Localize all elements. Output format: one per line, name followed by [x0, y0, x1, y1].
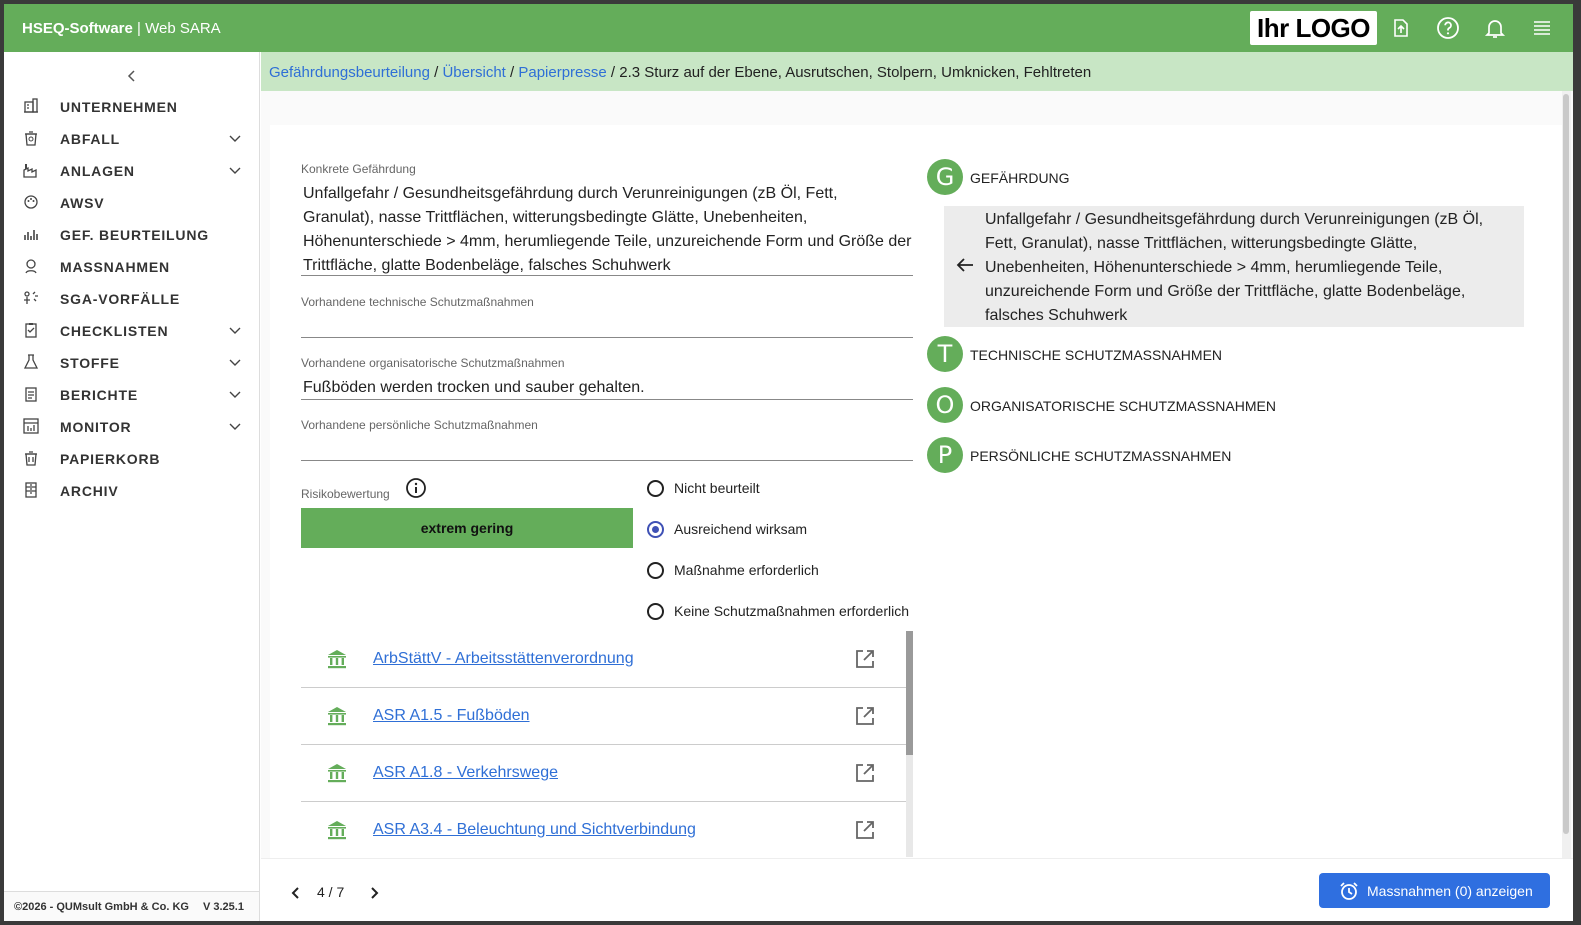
sidebar-item-label: MASSNAHMEN	[60, 259, 170, 275]
sidebar-item-awsv[interactable]	[4, 186, 259, 218]
organisatorische-title[interactable]: ORGANISATORISCHE SCHUTZMASSNAHMEN	[970, 398, 1276, 414]
regulation-scrollbar[interactable]	[906, 631, 913, 857]
technische-title[interactable]: TECHNISCHE SCHUTZMASSNAHMEN	[970, 347, 1223, 363]
g-badge: G	[927, 159, 963, 195]
chart-icon	[22, 225, 40, 243]
field-label: Konkrete Gefährdung	[301, 162, 416, 176]
field-label: Vorhandene technische Schutzmaßnahmen	[301, 295, 534, 309]
sidebar-item-massnahmen[interactable]	[4, 250, 259, 282]
sidebar-item-abfall[interactable]	[4, 122, 259, 154]
archive-icon	[22, 481, 40, 499]
sidebar-item-label: ARCHIV	[60, 483, 119, 499]
sidebar-nav	[4, 90, 259, 506]
report-icon	[22, 385, 40, 403]
massnahmen-button-label: Massnahmen (0) anzeigen	[1367, 882, 1533, 899]
sidebar-item-unternehmen[interactable]	[4, 90, 259, 122]
risk-radio-option[interactable]	[647, 600, 909, 622]
menu-icon[interactable]	[1530, 16, 1554, 40]
chevron-left-icon[interactable]	[285, 882, 307, 904]
checklist-icon	[22, 321, 40, 339]
chevron-down-icon[interactable]	[228, 323, 242, 337]
external-link-icon[interactable]	[853, 818, 877, 842]
chevron-down-icon[interactable]	[228, 163, 242, 177]
sidebar-item-label: GEF. BEURTEILUNG	[60, 227, 209, 243]
sidebar-item-label: SGA-VORFÄLLE	[60, 291, 181, 307]
brand-product: Web SARA	[145, 20, 221, 37]
risk-radio-option[interactable]	[647, 477, 760, 499]
scrollbar-thumb[interactable]	[906, 631, 913, 755]
chevron-down-icon[interactable]	[228, 355, 242, 369]
breadcrumb-current: 2.3 Sturz auf der Ebene, Ausrutschen, Stolpern, Umknicken, Fehltreten	[619, 64, 1092, 81]
sidebar-item-label: ABFALL	[60, 131, 121, 147]
main-content	[261, 91, 1573, 858]
company-icon	[22, 97, 40, 115]
radio-label: Ausreichend wirksam	[674, 521, 808, 537]
brand-name: HSEQ-Software	[22, 20, 133, 37]
sidebar-item-label: ANLAGEN	[60, 163, 135, 179]
breadcrumb-separator: /	[505, 64, 519, 81]
external-link-icon[interactable]	[853, 761, 877, 785]
sidebar	[4, 52, 260, 921]
radio-circle[interactable]	[647, 521, 664, 538]
chevron-down-icon[interactable]	[228, 387, 242, 401]
bottom-bar	[261, 858, 1573, 921]
company-logo: Ihr LOGO	[1250, 11, 1377, 45]
radio-circle[interactable]	[647, 562, 664, 579]
sidebar-item-papierkorb[interactable]	[4, 442, 259, 474]
sidebar-item-archiv[interactable]	[4, 474, 259, 506]
organisatorische-schutzmassnahmen-field[interactable]	[301, 356, 913, 400]
field-value: Unfallgefahr / Gesundheitsgefährdung durch Verunreinigungen (zB Öl, Fett, Granulat), nasse Trittflächen, witterungsbedingte Glätte, Unebenheiten, Höhenunterschiede > 4mm, herumliegende Teile, unzureichende Form und Größe der Trittfläche, glatte Bodenbeläge, falsches Schuhwerk	[303, 185, 912, 274]
persoenliche-schutzmassnahmen-field[interactable]	[301, 418, 913, 461]
main-scrollbar[interactable]	[1562, 91, 1571, 858]
radio-label: Keine Schutzmaßnahmen erforderlich	[674, 603, 910, 619]
gefaehrdung-text: Unfallgefahr / Gesundheitsgefährdung durch Verunreinigungen (zB Öl, Fett, Granulat), nasse Trittflächen, witterungsbedingte Glätte, Unebenheiten, Höhenunterschiede > 4mm, herumliegende Teile, unzureichende Form und Größe der Trittfläche, glatte Bodenbeläge, falsches Schuhwerk	[985, 211, 1484, 324]
sidebar-item-stoffe[interactable]	[4, 346, 259, 378]
institution-icon	[325, 761, 349, 785]
o-badge: O	[927, 387, 963, 423]
help-icon[interactable]	[1436, 16, 1460, 40]
risk-label: Risikobewertung	[301, 487, 390, 501]
regulation-link[interactable]: ASR A3.4 - Beleuchtung und Sichtverbindung	[373, 821, 696, 838]
regulation-link[interactable]: ASR A1.8 - Verkehrswege	[373, 764, 558, 781]
sidebar-item-label: BERICHTE	[60, 387, 138, 403]
breadcrumb	[261, 52, 1573, 91]
chevron-left-icon[interactable]	[120, 64, 144, 88]
arrow-left-icon[interactable]	[954, 254, 976, 276]
brand-title	[22, 20, 221, 37]
top-bar	[4, 4, 1573, 52]
chevron-right-icon[interactable]	[363, 882, 385, 904]
field-value: Fußböden werden trocken und sauber gehalten.	[303, 379, 645, 396]
sidebar-item-label: CHECKLISTEN	[60, 323, 169, 339]
radio-circle[interactable]	[647, 603, 664, 620]
info-icon[interactable]	[405, 477, 427, 499]
regulation-row	[301, 631, 913, 688]
brand-separator: |	[132, 20, 146, 37]
sidebar-item-checklisten[interactable]	[4, 314, 259, 346]
institution-icon	[325, 647, 349, 671]
app-window	[4, 4, 1573, 921]
scrollbar-thumb[interactable]	[1563, 94, 1569, 834]
trash-icon	[22, 449, 40, 467]
sidebar-item-monitor[interactable]	[4, 410, 259, 442]
radio-label: Nicht beurteilt	[674, 480, 760, 496]
alarm-clock-icon	[1339, 881, 1359, 901]
plant-icon	[22, 161, 40, 179]
breadcrumb-separator: /	[429, 64, 443, 81]
sidebar-item-label: PAPIERKORB	[60, 451, 161, 467]
sidebar-item-gef-beurteilung[interactable]	[4, 218, 259, 250]
sidebar-item-label: MONITOR	[60, 419, 132, 435]
field-label: Vorhandene organisatorische Schutzmaßnahmen	[301, 356, 565, 370]
konkrete-gefaehrdung-field[interactable]	[301, 162, 913, 276]
regulation-link[interactable]: ArbStättV - Arbeitsstättenverordnung	[373, 650, 634, 667]
chevron-down-icon[interactable]	[228, 131, 242, 145]
sidebar-item-label: AWSV	[60, 195, 105, 211]
radio-circle[interactable]	[647, 480, 664, 497]
t-badge: T	[927, 336, 963, 372]
sidebar-item-sga-vorf-lle[interactable]	[4, 282, 259, 314]
sidebar-footer	[4, 891, 259, 921]
regulation-rows	[301, 631, 913, 857]
sidebar-item-label: UNTERNEHMEN	[60, 99, 178, 115]
gefaehrdung-box[interactable]	[944, 206, 1524, 327]
radio-label: Maßnahme erforderlich	[674, 562, 819, 578]
palette-icon	[22, 193, 40, 211]
field-label: Vorhandene persönliche Schutzmaßnahmen	[301, 418, 538, 432]
monitor-icon	[22, 417, 40, 435]
p-badge: P	[927, 437, 963, 473]
breadcrumb-link-papierpresse[interactable]: Papierpresse	[518, 64, 607, 81]
sidebar-item-label: STOFFE	[60, 355, 120, 371]
version-text: V 3.25.1	[202, 901, 244, 913]
waste-icon	[22, 129, 40, 147]
gefaehrdung-title: GEFÄHRDUNG	[970, 170, 1070, 186]
pagination-text: 4 / 7	[317, 884, 345, 900]
regulation-link[interactable]: ASR A1.5 - Fußböden	[373, 707, 530, 724]
persoenliche-title[interactable]: PERSÖNLICHE SCHUTZMASSNAHMEN	[970, 448, 1232, 464]
breadcrumb-link-uebersicht[interactable]: Übersicht	[442, 64, 506, 81]
massnahmen-button[interactable]	[1319, 873, 1550, 908]
upload-icon[interactable]	[1389, 16, 1413, 40]
regulation-row	[301, 688, 913, 745]
sidebar-item-berichte[interactable]	[4, 378, 259, 410]
measures-icon	[22, 257, 40, 275]
flask-icon	[22, 353, 40, 371]
sidebar-item-anlagen[interactable]	[4, 154, 259, 186]
breadcrumb-link-gefaehrdungsbeurteilung[interactable]: Gefährdungsbeurteilung	[269, 64, 430, 81]
regulation-row	[301, 745, 913, 802]
regulation-list	[301, 631, 913, 857]
institution-icon	[325, 704, 349, 728]
risk-level-bar: extrem gering	[301, 508, 633, 548]
institution-icon	[325, 818, 349, 842]
external-link-icon[interactable]	[853, 647, 877, 671]
breadcrumb-separator: /	[606, 64, 620, 81]
risk-radio-option[interactable]	[647, 559, 819, 581]
bell-icon[interactable]	[1483, 16, 1507, 40]
technische-schutzmassnahmen-field[interactable]	[301, 295, 913, 338]
external-link-icon[interactable]	[853, 704, 877, 728]
risk-radio-option[interactable]	[647, 518, 807, 540]
incident-icon	[22, 289, 40, 307]
regulation-row	[301, 802, 913, 857]
chevron-down-icon[interactable]	[228, 419, 242, 433]
hazard-card	[270, 125, 1562, 858]
copyright-text: ©2026 - QUMsult GmbH & Co. KG	[14, 901, 189, 913]
